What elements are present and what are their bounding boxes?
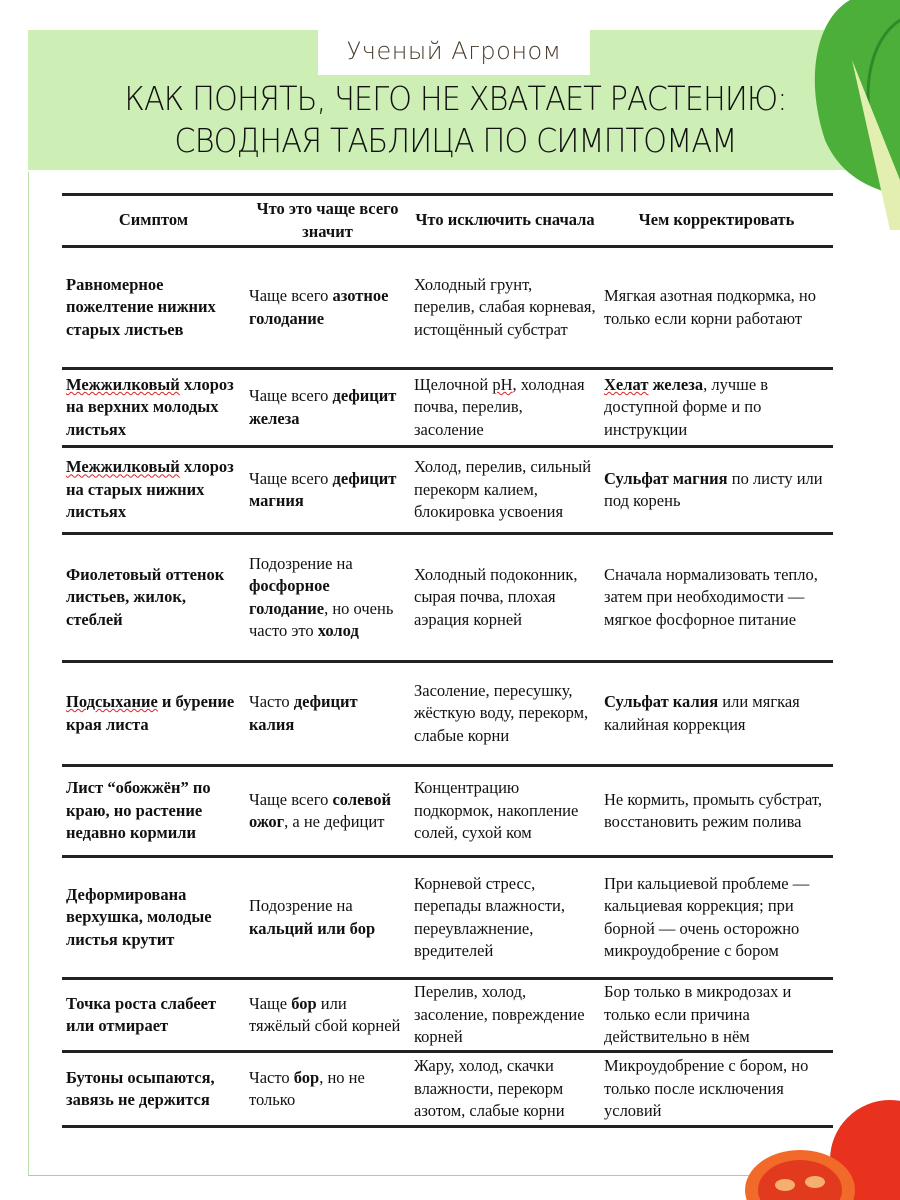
cell-text: Перелив, холод, засоление, повреждение корней	[414, 982, 585, 1047]
cell-text: Холодный грунт, перелив, слабая корневая, истощённый субстрат	[414, 274, 596, 339]
cell-text: железа	[648, 374, 704, 394]
cell-text: Межжилковый	[66, 457, 180, 477]
cell-text: Точка роста слабеет или отмирает	[66, 993, 217, 1035]
cell-text: солевой ожог	[249, 789, 391, 831]
correct-cell	[600, 662, 833, 766]
correct-cell	[600, 979, 833, 1052]
symptom-cell	[62, 534, 245, 662]
correct-cell	[600, 1052, 833, 1127]
exclude-cell	[410, 857, 600, 979]
exclude-cell	[410, 534, 600, 662]
cell-text: Сульфат магния	[604, 468, 728, 488]
header-meaning: Что это чаще всего значит	[245, 195, 410, 247]
symptom-cell	[62, 766, 245, 857]
cell-text: дефицит железа	[249, 386, 397, 428]
exclude-cell	[410, 662, 600, 766]
cell-text: или мягкая калийная коррекция	[604, 692, 800, 734]
cell-text: бор	[293, 1067, 320, 1087]
exclude-cell	[410, 447, 600, 534]
cell-text: , а не дефицит	[284, 812, 385, 831]
meaning-cell	[245, 1052, 410, 1127]
table-row	[62, 857, 833, 979]
meaning-cell	[245, 247, 410, 369]
cell-text: азотное голодание	[249, 286, 389, 328]
cell-text: Чаще всего	[249, 789, 333, 809]
cell-text: Хелат	[604, 374, 649, 394]
correct-cell	[600, 369, 833, 447]
symptom-cell	[62, 979, 245, 1052]
cell-text: Концентрацию подкормок, накопление солей, сухой ком	[414, 778, 579, 843]
symptom-cell	[62, 1052, 245, 1127]
cell-text: Сначала нормализовать тепло, затем при необходимости — мягкое фосфорное питание	[604, 564, 818, 629]
header-exclude: Что исключить сначала	[410, 195, 600, 247]
symptom-cell	[62, 447, 245, 534]
cell-text: Подсыхание	[66, 692, 158, 711]
symptom-cell	[62, 662, 245, 766]
cell-text: Подозрение на	[249, 896, 353, 915]
cell-text: , холодная почва, перелив, засоление	[414, 374, 585, 439]
cell-text: , но не только	[249, 1067, 365, 1109]
cell-text: бор	[291, 993, 317, 1013]
cell-text: Подозрение на	[249, 553, 353, 573]
cell-text: Микроудобрение с бором, но только после исключения условий	[604, 1056, 809, 1121]
meaning-cell	[245, 534, 410, 662]
symptom-cell	[62, 247, 245, 369]
cell-text: Деформирована верхушка, молодые листья крутит	[66, 884, 212, 949]
cell-text: , но очень часто это	[249, 598, 394, 640]
cell-text: Равномерное пожелтение нижних старых листьев	[66, 274, 216, 339]
table-row	[62, 369, 833, 447]
cell-text: Корневой стресс, перепады влажности, переувлажнение, вредителей	[414, 873, 565, 960]
meaning-cell	[245, 369, 410, 447]
symptom-cell	[62, 857, 245, 979]
cell-text: фосфорное голодание	[249, 576, 330, 618]
meaning-cell	[245, 766, 410, 857]
cell-text: Чаще всего	[249, 286, 333, 305]
table-row	[62, 979, 833, 1052]
table-row	[62, 247, 833, 369]
correct-cell	[600, 766, 833, 857]
title-line: КАК ПОНЯТЬ, ЧЕГО НЕ ХВАТАЕТ РАСТЕНИЮ:	[124, 79, 787, 118]
cell-text: Холод, перелив, сильный перекорм калием, блокировка усвоения	[414, 457, 592, 522]
cell-text: Бутоны осыпаются, завязь не держится	[66, 1067, 215, 1109]
cell-text: дефицит калия	[249, 692, 358, 734]
cell-text: холод	[317, 621, 359, 640]
symptom-table	[62, 193, 833, 1128]
cell-text: Не кормить, промыть субстрат, восстановить режим полива	[604, 789, 822, 831]
cell-text: Фиолетовый оттенок листьев, жилок, стеблей	[66, 564, 225, 629]
exclude-cell	[410, 369, 600, 447]
cell-text: Сульфат калия	[604, 692, 719, 711]
cell-text: Лист “обожжён” по краю, но растение недавно кормили	[66, 778, 211, 843]
cell-text: Часто	[249, 1067, 294, 1087]
cell-text: , лучше в доступной форме и по инструкции	[604, 374, 769, 439]
meaning-cell	[245, 662, 410, 766]
cell-text: Межжилковый	[66, 374, 180, 394]
cell-text: Бор только в микродозах и только если причина действительно в нём	[604, 982, 792, 1047]
table-row	[62, 447, 833, 534]
header-correct: Чем корректировать	[600, 195, 833, 247]
cell-text: хлороз на верхних молодых листьях	[66, 374, 234, 439]
symptom-cell	[62, 369, 245, 447]
table-header-row	[62, 195, 833, 247]
correct-cell	[600, 534, 833, 662]
cell-text: pH	[492, 374, 513, 394]
cell-text: Мягкая азотная подкормка, но только если корни работают	[604, 286, 816, 328]
title-line: СВОДНАЯ ТАБЛИЦА ПО СИМПТОМАМ	[174, 121, 737, 160]
page-title	[62, 78, 849, 162]
cell-text: Щелочной	[414, 374, 493, 394]
table-row	[62, 662, 833, 766]
meaning-cell	[245, 979, 410, 1052]
cell-text: Засоление, пересушку, жёсткую воду, перекорм, слабые корни	[414, 680, 589, 745]
cell-text: и бурение края листа	[66, 692, 235, 734]
cell-text: хлороз на старых нижних листьях	[66, 457, 234, 522]
cell-text: кальций или бор	[249, 918, 376, 938]
cell-text: Холодный подоконник, сырая почва, плохая аэрация корней	[414, 564, 578, 629]
cell-text: по листу или под корень	[604, 468, 823, 510]
table-row	[62, 534, 833, 662]
exclude-cell	[410, 766, 600, 857]
correct-cell	[600, 447, 833, 534]
cell-text: или тяжёлый сбой корней	[249, 993, 401, 1035]
cell-text: Чаще всего	[249, 386, 333, 405]
header-symptom: Симптом	[62, 195, 245, 247]
correct-cell	[600, 857, 833, 979]
cell-text: Чаще	[249, 993, 292, 1013]
meaning-cell	[245, 857, 410, 979]
correct-cell	[600, 247, 833, 369]
exclude-cell	[410, 1052, 600, 1127]
cell-text: При кальциевой проблеме — кальциевая коррекция; при борной — очень осторожно микроудобрение с бором	[604, 873, 810, 960]
cell-text: Часто	[249, 692, 294, 711]
table-row	[62, 766, 833, 857]
meaning-cell	[245, 447, 410, 534]
exclude-cell	[410, 247, 600, 369]
cell-text: дефицит магния	[249, 468, 397, 510]
table-row	[62, 1052, 833, 1127]
brand-label: Ученый Агроном	[318, 27, 590, 75]
exclude-cell	[410, 979, 600, 1052]
cell-text: Чаще всего	[249, 468, 333, 488]
cell-text: Жару, холод, скачки влажности, перекорм азотом, слабые корни	[414, 1056, 565, 1121]
